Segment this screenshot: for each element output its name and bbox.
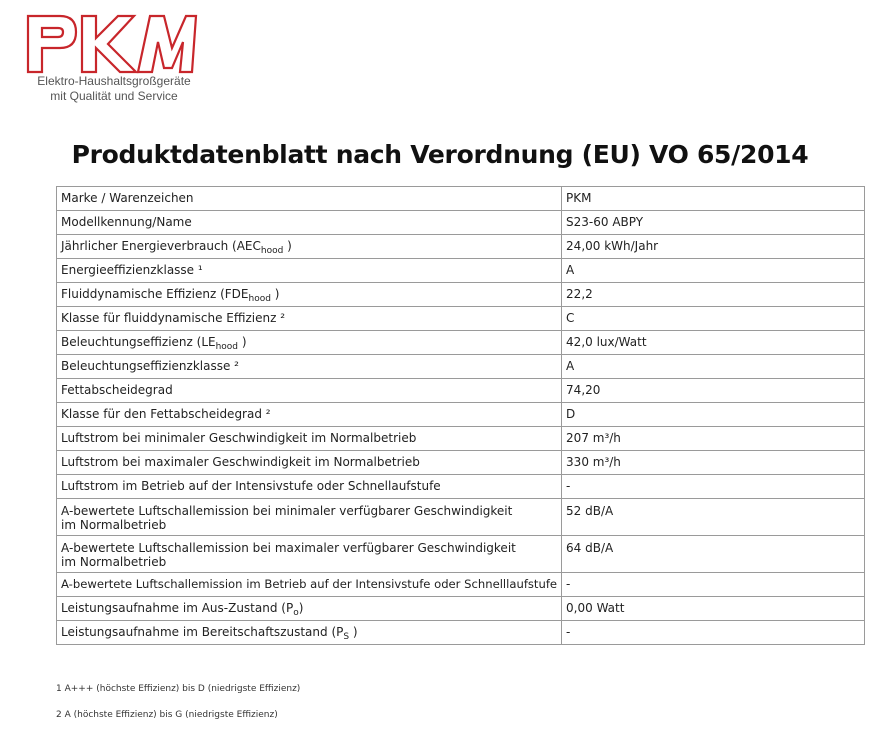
row-value: 24,00 kWh/Jahr [562,235,865,259]
logo-tagline-line2: mit Qualität und Service [50,89,178,103]
row-value: 207 m³/h [562,427,865,451]
table-row [57,379,865,403]
row-value: 42,0 lux/Watt [562,331,865,355]
table-row [57,536,865,573]
table-row [57,211,865,235]
row-value: A [562,355,865,379]
row-label: Beleuchtungseffizienzklasse ² [57,355,562,379]
row-value: C [562,307,865,331]
logo-tagline-line1: Elektro-Haushaltsgroßgeräte [37,74,191,88]
footnote-2: 2 A (höchste Effizienz) bis G (niedrigste Effizienz) [56,710,278,720]
row-value: S23-60 ABPY [562,211,865,235]
row-label: Beleuchtungseffizienz ($LE_{hood}$ ) [57,331,562,355]
table-row [57,331,865,355]
row-label: A-bewertete Luftschallemission bei maximaler verfügbarer Geschwindigkeit im Normalbetrieb [57,536,562,573]
row-value: 64 dB/A [562,536,865,573]
row-label: Klasse für den Fettabscheidegrad ² [57,403,562,427]
row-label: Marke / Warenzeichen [57,187,562,211]
company-logo [24,10,204,110]
table-row [57,403,865,427]
table-row [57,427,865,451]
row-value: - [562,475,865,499]
row-label: Luftstrom im Betrieb auf der Intensivstufe oder Schnellaufstufe [57,475,562,499]
row-label: A-bewertete Luftschallemission im Betrieb auf der Intensivstufe oder Schnelllaufstufe [57,573,562,597]
row-label: Luftstrom bei maximaler Geschwindigkeit im Normalbetrieb [57,451,562,475]
table-row [57,475,865,499]
row-value: 74,20 [562,379,865,403]
row-label: Energieeffizienzklasse ¹ [57,259,562,283]
table-row [57,573,865,597]
row-label: Fluiddynamische Effizienz ($FDE_{hood}$ ) [57,283,562,307]
row-label: Leistungsaufnahme im Bereitschaftszustand ($P_S$ ) [57,621,562,645]
row-label: Leistungsaufnahme im Aus-Zustand $(P_o)$ [57,597,562,621]
row-value: - [562,573,865,597]
footnote-1: 1 A+++ (höchste Effizienz) bis D (niedrigste Effizienz) [56,684,301,694]
row-value: 52 dB/A [562,499,865,536]
row-label: A-bewertete Luftschallemission bei minimaler verfügbarer Geschwindigkeit im Normalbetrieb [57,499,562,536]
row-value: A [562,259,865,283]
table-row [57,597,865,621]
table-row [57,307,865,331]
row-label: Modellkennung/Name [57,211,562,235]
footnotes [56,684,300,736]
row-value: PKM [562,187,865,211]
row-value: D [562,403,865,427]
row-value: 0,00 Watt [562,597,865,621]
row-label: Jährlicher Energieverbrauch ($AEC_{hood}$ ) [57,235,562,259]
row-value: - [562,621,865,645]
pkm-logo-mark [26,12,198,74]
table-row [57,355,865,379]
row-value: 22,2 [562,283,865,307]
table-row [57,621,865,645]
table-row [57,259,865,283]
row-value: 330 m³/h [562,451,865,475]
table-row [57,451,865,475]
table-row [57,235,865,259]
table-row [57,187,865,211]
table-row [57,283,865,307]
row-label: Klasse für fluiddynamische Effizienz ² [57,307,562,331]
row-label: Fettabscheidegrad [57,379,562,403]
page-title: Produktdatenblatt nach Verordnung (EU) VO 65/2014 [71,140,809,169]
product-data-table [56,186,865,645]
row-label: Luftstrom bei minimaler Geschwindigkeit im Normalbetrieb [57,427,562,451]
table-row [57,499,865,536]
